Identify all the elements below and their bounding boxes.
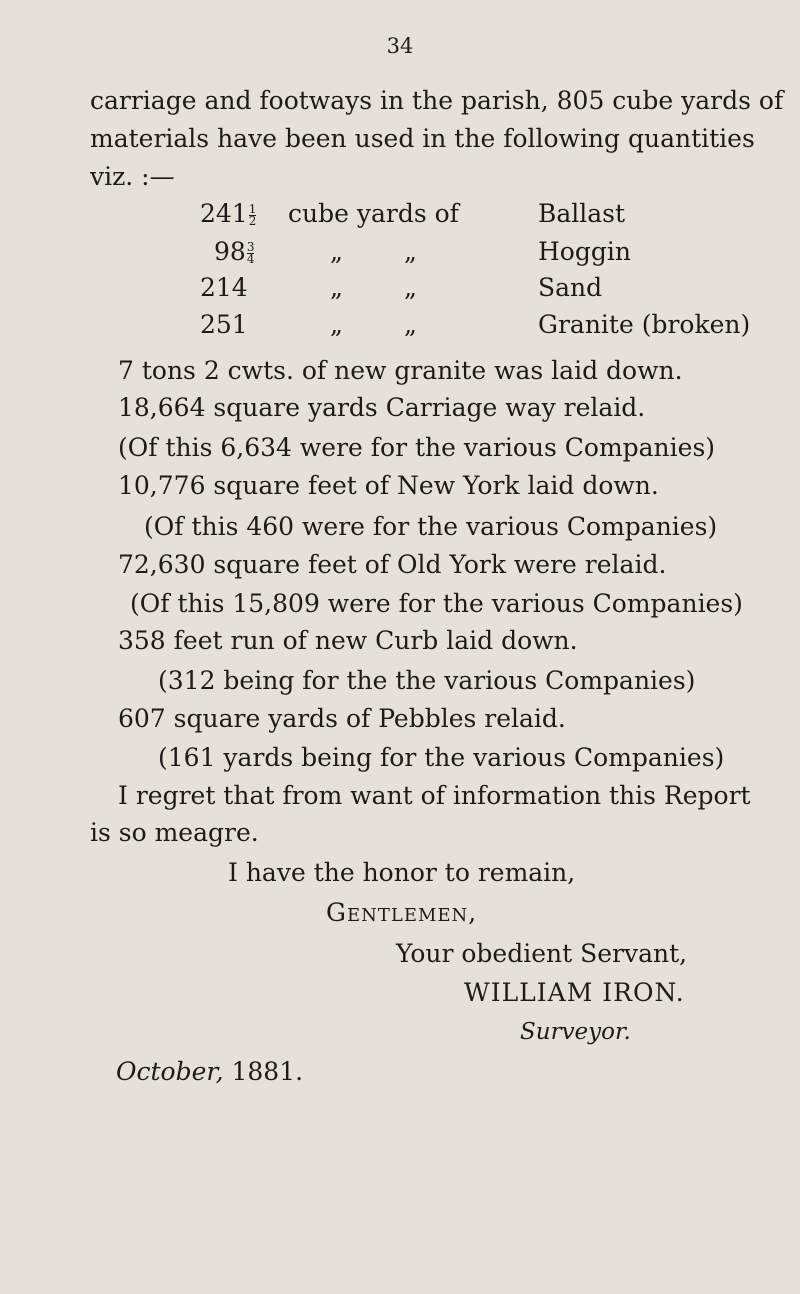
signature: WILLIAM IRON.: [464, 978, 685, 1007]
quantity-row: [0, 310, 800, 340]
item-line: 7 tons 2 cwts. of new granite was laid down.: [118, 356, 683, 385]
ditto-mark: „: [404, 273, 417, 302]
regret-line-1: I regret that from want of information this Report: [118, 781, 751, 810]
page-number: 34: [386, 34, 414, 58]
item-line: 358 feet run of new Curb laid down.: [118, 626, 578, 655]
intro-line-1: carriage and footways in the parish, 805 cube yards of: [90, 86, 784, 115]
quantity-amount: 251: [200, 310, 248, 339]
closing-servant: Your obedient Servant,: [396, 939, 688, 968]
item-line: 10,776 square feet of New York laid down.: [118, 471, 659, 500]
quantity-amount: 214: [200, 273, 248, 302]
item-note: (161 yards being for the various Companies): [158, 743, 725, 772]
intro-line-3: viz. :—: [90, 162, 175, 191]
item-note: (312 being for the the various Companies): [158, 666, 696, 695]
unit-label: cube yards of: [288, 199, 459, 228]
material-name: Ballast: [538, 199, 626, 228]
quantity-amount: 241 $\frac{1}{2}$: [200, 199, 257, 228]
signer-title: Surveyor.: [520, 1019, 631, 1045]
item-line: 607 square yards of Pebbles relaid.: [118, 704, 566, 733]
item-note: (Of this 15,809 were for the various Companies): [130, 589, 743, 618]
material-name: Granite (broken): [538, 310, 751, 339]
ditto-mark: „: [330, 237, 343, 266]
item-line: 18,664 square yards Carriage way relaid.: [118, 393, 646, 422]
ditto-mark: „: [330, 273, 343, 302]
quantity-row: [0, 199, 800, 229]
intro-line-2: materials have been used in the following quantities: [90, 124, 755, 153]
closing-remain: I have the honor to remain,: [228, 858, 576, 887]
ditto-mark: „: [330, 310, 343, 339]
quantity-row: [0, 273, 800, 303]
ditto-mark: „: [404, 310, 417, 339]
regret-line-2: is so meagre.: [90, 818, 259, 847]
ditto-mark: „: [404, 237, 417, 266]
salutation: Gentlemen,: [326, 898, 478, 927]
material-name: Sand: [538, 273, 603, 302]
date-month: October,: [116, 1057, 224, 1086]
item-line: 72,630 square feet of Old York were relaid.: [118, 550, 667, 579]
date: [116, 1057, 303, 1087]
item-note: (Of this 460 were for the various Companies): [144, 512, 718, 541]
item-note: (Of this 6,634 were for the various Companies): [118, 433, 716, 462]
material-name: Hoggin: [538, 237, 631, 266]
date-year: 1881.: [231, 1057, 304, 1086]
quantity-amount: 98 $\frac{3}{4}$: [214, 237, 255, 266]
quantity-row: [0, 237, 800, 267]
